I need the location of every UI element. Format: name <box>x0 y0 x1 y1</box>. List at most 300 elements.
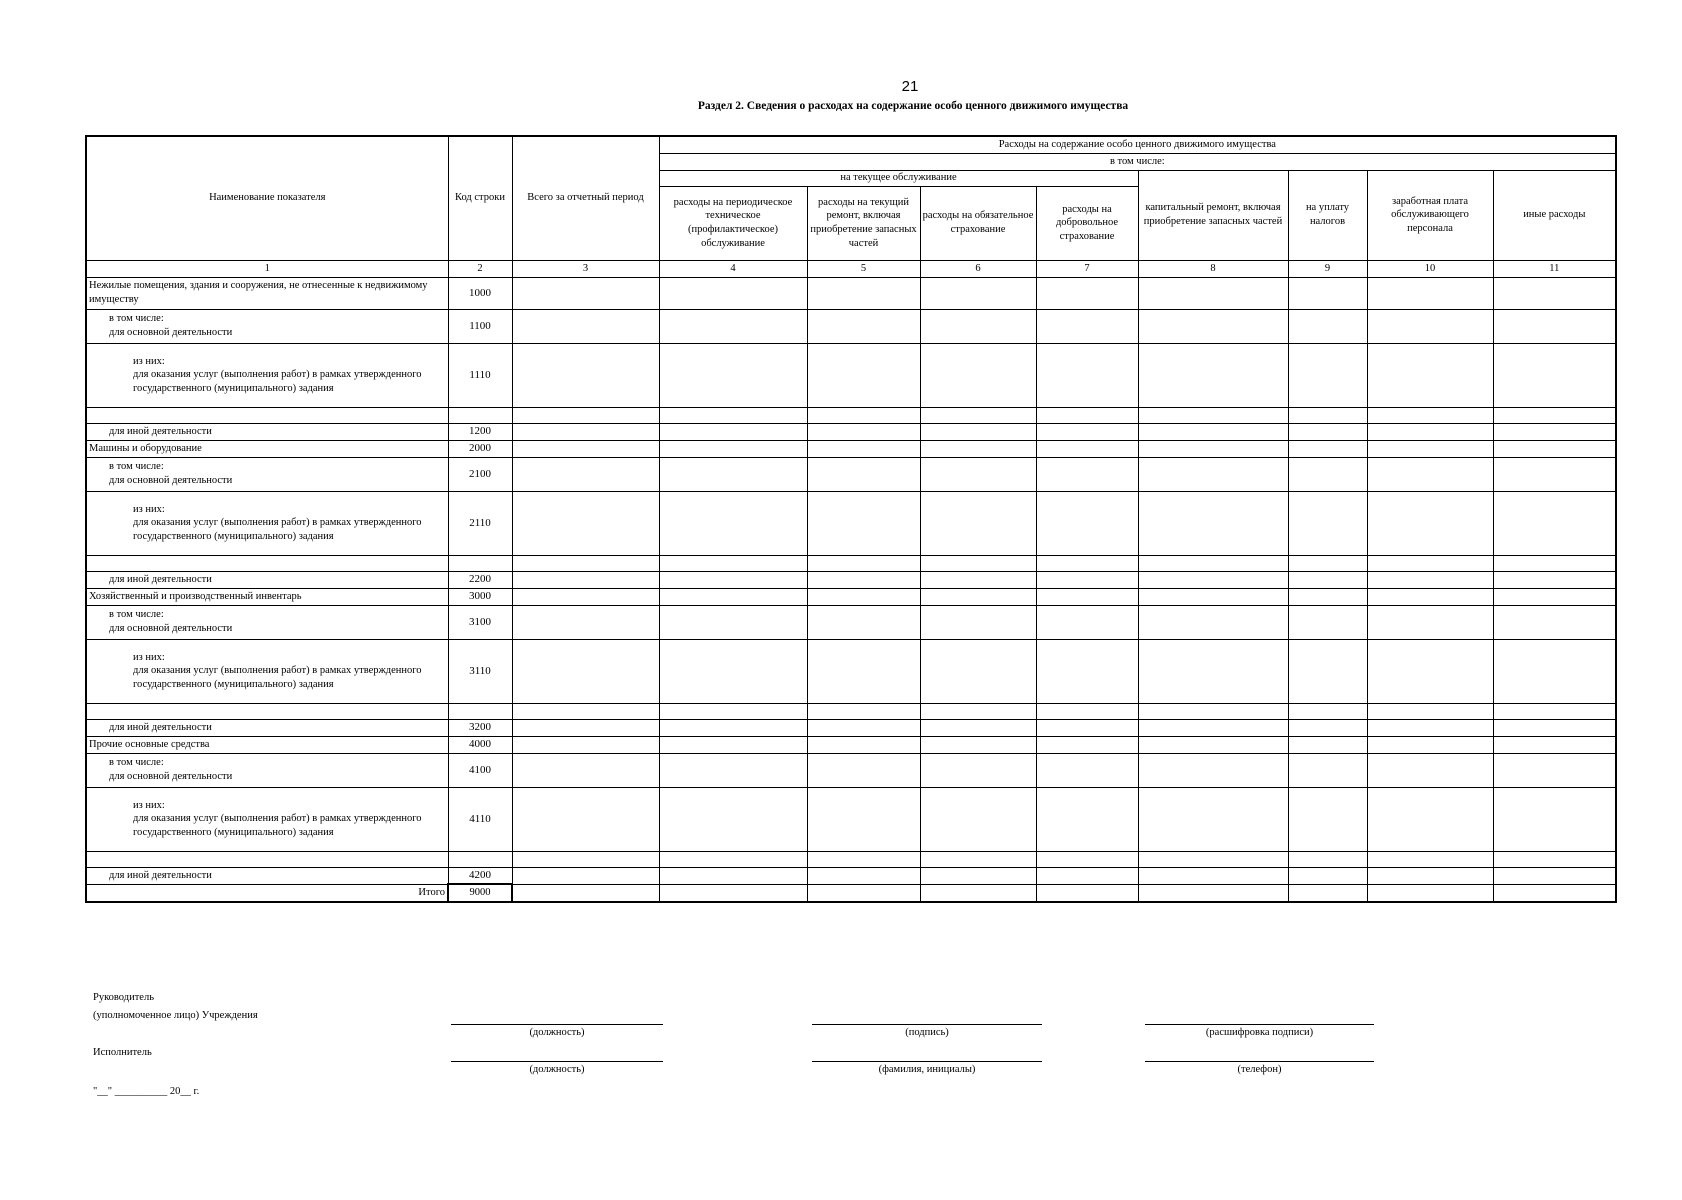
value-cell[interactable] <box>1138 639 1288 703</box>
value-cell[interactable] <box>659 588 807 605</box>
value-cell[interactable] <box>1288 571 1367 588</box>
value-cell[interactable] <box>920 867 1036 884</box>
value-cell[interactable] <box>659 457 807 491</box>
value-cell[interactable] <box>1288 423 1367 440</box>
empty-cell[interactable] <box>448 555 512 571</box>
value-cell[interactable] <box>1493 605 1616 639</box>
value-cell[interactable] <box>1288 309 1367 343</box>
value-cell[interactable] <box>659 884 807 902</box>
executor-position-caption: (должность) <box>529 1064 585 1075</box>
column-number: 9 <box>1288 260 1367 277</box>
value-cell[interactable] <box>1493 343 1616 407</box>
empty-cell[interactable] <box>86 407 448 423</box>
value-cell[interactable] <box>659 736 807 753</box>
column-number: 6 <box>920 260 1036 277</box>
row-label-prefix: из них: <box>133 799 165 811</box>
value-cell[interactable] <box>1288 736 1367 753</box>
row-code: 2200 <box>448 571 512 588</box>
value-cell[interactable] <box>1367 571 1493 588</box>
value-cell[interactable] <box>920 423 1036 440</box>
value-cell[interactable] <box>1493 884 1616 902</box>
empty-cell[interactable] <box>920 703 1036 719</box>
empty-cell[interactable] <box>1036 851 1138 867</box>
value-cell[interactable] <box>920 884 1036 902</box>
row-label-text: для основной деятельности <box>109 623 233 634</box>
value-cell[interactable] <box>659 423 807 440</box>
total-code: 9000 <box>448 884 512 902</box>
position-line <box>451 1024 663 1025</box>
empty-cell[interactable] <box>920 555 1036 571</box>
row-code: 1000 <box>448 277 512 309</box>
value-cell[interactable] <box>1493 440 1616 457</box>
row-code: 1100 <box>448 309 512 343</box>
value-cell[interactable] <box>1288 457 1367 491</box>
row-label-prefix: в том числе: <box>109 461 164 473</box>
column-number: 11 <box>1493 260 1616 277</box>
value-cell[interactable] <box>1288 277 1367 309</box>
value-cell[interactable] <box>512 571 659 588</box>
value-cell[interactable] <box>1367 277 1493 309</box>
decoding-caption: (расшифровка подписи) <box>1205 1027 1314 1038</box>
value-cell[interactable] <box>807 588 920 605</box>
row-code: 4000 <box>448 736 512 753</box>
column-number: 3 <box>512 260 659 277</box>
value-cell[interactable] <box>1036 753 1138 787</box>
value-cell[interactable] <box>659 343 807 407</box>
value-cell[interactable] <box>1367 719 1493 736</box>
total-label: Итого <box>86 884 448 902</box>
value-cell[interactable] <box>512 309 659 343</box>
value-cell[interactable] <box>512 588 659 605</box>
value-cell[interactable] <box>512 343 659 407</box>
row-label-text: для оказания услуг (выполнения работ) в рамках утвержденного государственного (муниципального) задания <box>133 665 422 690</box>
header-col-4: расходы на периодическое техническое (профилактическое) обслуживание <box>659 186 807 260</box>
value-cell[interactable] <box>1288 639 1367 703</box>
value-cell[interactable] <box>920 457 1036 491</box>
value-cell[interactable] <box>1367 736 1493 753</box>
value-cell[interactable] <box>1138 736 1288 753</box>
column-number-row <box>86 260 1616 277</box>
value-cell[interactable] <box>512 719 659 736</box>
column-number: 1 <box>86 260 448 277</box>
value-cell[interactable] <box>1367 457 1493 491</box>
row-label <box>86 343 448 407</box>
row-label: для иной деятельности <box>86 571 448 588</box>
header-col-5: расходы на текущий ремонт, включая приобретение запасных частей <box>807 186 920 260</box>
value-cell[interactable] <box>807 867 920 884</box>
value-cell[interactable] <box>1493 867 1616 884</box>
value-cell[interactable] <box>1367 639 1493 703</box>
value-cell[interactable] <box>1036 423 1138 440</box>
value-cell[interactable] <box>1036 277 1138 309</box>
row-code: 3200 <box>448 719 512 736</box>
value-cell[interactable] <box>920 571 1036 588</box>
column-number: 10 <box>1367 260 1493 277</box>
value-cell[interactable] <box>1367 588 1493 605</box>
empty-cell[interactable] <box>448 407 512 423</box>
empty-cell[interactable] <box>86 703 448 719</box>
value-cell[interactable] <box>807 571 920 588</box>
value-cell[interactable] <box>807 736 920 753</box>
row-label-prefix: из них: <box>133 503 165 515</box>
row-label: для иной деятельности <box>86 867 448 884</box>
row-code: 2000 <box>448 440 512 457</box>
value-cell[interactable] <box>659 753 807 787</box>
empty-cell[interactable] <box>512 703 659 719</box>
value-cell[interactable] <box>1288 588 1367 605</box>
row-code: 1110 <box>448 343 512 407</box>
value-cell[interactable] <box>1138 277 1288 309</box>
row-label-text: для оказания услуг (выполнения работ) в рамках утвержденного государственного (муниципального) задания <box>133 813 422 838</box>
value-cell[interactable] <box>512 639 659 703</box>
empty-cell[interactable] <box>1138 555 1288 571</box>
row-code: 3100 <box>448 605 512 639</box>
table-row <box>86 719 1616 736</box>
value-cell[interactable] <box>807 605 920 639</box>
header-group-main: Расходы на содержание особо ценного движимого имущества <box>659 136 1616 153</box>
empty-cell[interactable] <box>1138 407 1288 423</box>
column-number: 2 <box>448 260 512 277</box>
empty-cell[interactable] <box>512 555 659 571</box>
value-cell[interactable] <box>1493 277 1616 309</box>
row-label <box>86 457 448 491</box>
signature-line <box>812 1024 1042 1025</box>
value-cell[interactable] <box>659 491 807 555</box>
row-label <box>86 605 448 639</box>
executor-label: Исполнитель <box>93 1047 152 1058</box>
value-cell[interactable] <box>1036 884 1138 902</box>
empty-cell[interactable] <box>659 703 807 719</box>
value-cell[interactable] <box>1138 884 1288 902</box>
value-cell[interactable] <box>1493 588 1616 605</box>
table-row <box>86 491 1616 555</box>
value-cell[interactable] <box>1036 440 1138 457</box>
empty-cell[interactable] <box>448 703 512 719</box>
header-col-9: на уплату налогов <box>1288 170 1367 260</box>
row-label <box>86 491 448 555</box>
row-code: 4200 <box>448 867 512 884</box>
value-cell[interactable] <box>1493 571 1616 588</box>
empty-cell[interactable] <box>512 407 659 423</box>
value-cell[interactable] <box>1138 571 1288 588</box>
value-cell[interactable] <box>920 736 1036 753</box>
head-label-2: (уполномоченное лицо) Учреждения <box>93 1010 258 1021</box>
empty-cell[interactable] <box>1138 851 1288 867</box>
empty-cell[interactable] <box>1036 555 1138 571</box>
row-label: Машины и оборудование <box>86 440 448 457</box>
value-cell[interactable] <box>512 457 659 491</box>
value-cell[interactable] <box>1367 309 1493 343</box>
value-cell[interactable] <box>807 423 920 440</box>
table-row <box>86 736 1616 753</box>
value-cell[interactable] <box>1138 588 1288 605</box>
value-cell[interactable] <box>1367 867 1493 884</box>
value-cell[interactable] <box>1036 588 1138 605</box>
value-cell[interactable] <box>659 867 807 884</box>
value-cell[interactable] <box>512 423 659 440</box>
value-cell[interactable] <box>920 719 1036 736</box>
value-cell[interactable] <box>659 639 807 703</box>
value-cell[interactable] <box>1288 440 1367 457</box>
value-cell[interactable] <box>1367 787 1493 851</box>
table-row <box>86 571 1616 588</box>
row-label: Нежилые помещения, здания и сооружения, не отнесенные к недвижимому имуществу <box>86 277 448 309</box>
value-cell[interactable] <box>920 605 1036 639</box>
header-col-2: Код строки <box>448 136 512 260</box>
row-label-text: для оказания услуг (выполнения работ) в рамках утвержденного государственного (муниципального) задания <box>133 369 422 394</box>
value-cell[interactable] <box>1138 719 1288 736</box>
value-cell[interactable] <box>659 277 807 309</box>
empty-cell[interactable] <box>659 555 807 571</box>
value-cell[interactable] <box>1367 884 1493 902</box>
executor-phone-caption: (телефон) <box>1237 1064 1282 1075</box>
empty-cell[interactable] <box>807 851 920 867</box>
value-cell[interactable] <box>1493 639 1616 703</box>
value-cell[interactable] <box>1288 753 1367 787</box>
table-row <box>86 277 1616 309</box>
row-label-text: для основной деятельности <box>109 327 233 338</box>
table-row <box>86 787 1616 851</box>
value-cell[interactable] <box>1367 605 1493 639</box>
row-label <box>86 787 448 851</box>
value-cell[interactable] <box>1288 884 1367 902</box>
position-caption: (должность) <box>529 1027 585 1038</box>
value-cell[interactable] <box>1288 343 1367 407</box>
table-row <box>86 867 1616 884</box>
executor-phone-line <box>1145 1061 1374 1062</box>
date-line: "__" __________ 20__ г. <box>93 1086 200 1097</box>
header-group-current: на текущее обслуживание <box>659 170 1138 186</box>
value-cell[interactable] <box>1138 867 1288 884</box>
value-cell[interactable] <box>920 343 1036 407</box>
value-cell[interactable] <box>920 277 1036 309</box>
row-label <box>86 639 448 703</box>
value-cell[interactable] <box>920 491 1036 555</box>
value-cell[interactable] <box>1036 491 1138 555</box>
empty-cell[interactable] <box>1288 851 1367 867</box>
empty-cell[interactable] <box>659 407 807 423</box>
value-cell[interactable] <box>659 571 807 588</box>
row-label-text: для основной деятельности <box>109 475 233 486</box>
row-label-prefix: из них: <box>133 651 165 663</box>
row-code: 4110 <box>448 787 512 851</box>
value-cell[interactable] <box>807 343 920 407</box>
value-cell[interactable] <box>1493 753 1616 787</box>
empty-cell[interactable] <box>807 703 920 719</box>
value-cell[interactable] <box>1288 787 1367 851</box>
empty-cell[interactable] <box>512 851 659 867</box>
value-cell[interactable] <box>1288 605 1367 639</box>
table-row <box>86 605 1616 639</box>
value-cell[interactable] <box>1493 787 1616 851</box>
value-cell[interactable] <box>1367 343 1493 407</box>
value-cell[interactable] <box>659 309 807 343</box>
value-cell[interactable] <box>1138 423 1288 440</box>
empty-cell[interactable] <box>1036 407 1138 423</box>
value-cell[interactable] <box>807 277 920 309</box>
value-cell[interactable] <box>512 867 659 884</box>
header-col-10: заработная плата обслуживающего персонала <box>1367 170 1493 260</box>
empty-cell[interactable] <box>1138 703 1288 719</box>
value-cell[interactable] <box>1138 491 1288 555</box>
empty-cell[interactable] <box>920 851 1036 867</box>
value-cell[interactable] <box>1493 309 1616 343</box>
value-cell[interactable] <box>807 719 920 736</box>
value-cell[interactable] <box>1367 491 1493 555</box>
value-cell[interactable] <box>659 605 807 639</box>
empty-cell[interactable] <box>1367 851 1493 867</box>
empty-cell[interactable] <box>920 407 1036 423</box>
executor-position-line <box>451 1061 663 1062</box>
row-code: 1200 <box>448 423 512 440</box>
expenses-table <box>85 135 1617 903</box>
value-cell[interactable] <box>512 753 659 787</box>
column-number: 8 <box>1138 260 1288 277</box>
value-cell[interactable] <box>920 639 1036 703</box>
value-cell[interactable] <box>920 440 1036 457</box>
value-cell[interactable] <box>807 440 920 457</box>
value-cell[interactable] <box>807 639 920 703</box>
spacer-row <box>86 851 1616 867</box>
value-cell[interactable] <box>512 440 659 457</box>
value-cell[interactable] <box>512 736 659 753</box>
value-cell[interactable] <box>1367 440 1493 457</box>
row-code: 4100 <box>448 753 512 787</box>
value-cell[interactable] <box>659 719 807 736</box>
empty-cell[interactable] <box>1288 555 1367 571</box>
value-cell[interactable] <box>1493 719 1616 736</box>
value-cell[interactable] <box>1036 736 1138 753</box>
empty-cell[interactable] <box>1288 407 1367 423</box>
empty-cell[interactable] <box>1493 851 1616 867</box>
executor-name-line <box>812 1061 1042 1062</box>
spacer-row <box>86 555 1616 571</box>
column-number: 4 <box>659 260 807 277</box>
empty-cell[interactable] <box>86 555 448 571</box>
value-cell[interactable] <box>1138 787 1288 851</box>
value-cell[interactable] <box>512 787 659 851</box>
row-code: 2110 <box>448 491 512 555</box>
value-cell[interactable] <box>1493 491 1616 555</box>
value-cell[interactable] <box>1138 343 1288 407</box>
header-group-incl: в том числе: <box>659 153 1616 170</box>
value-cell[interactable] <box>512 884 659 902</box>
value-cell[interactable] <box>920 753 1036 787</box>
value-cell[interactable] <box>807 787 920 851</box>
value-cell[interactable] <box>1367 423 1493 440</box>
empty-cell[interactable] <box>86 851 448 867</box>
empty-cell[interactable] <box>1493 407 1616 423</box>
empty-cell[interactable] <box>1493 703 1616 719</box>
value-cell[interactable] <box>1493 457 1616 491</box>
empty-cell[interactable] <box>1036 703 1138 719</box>
value-cell[interactable] <box>1036 787 1138 851</box>
value-cell[interactable] <box>807 491 920 555</box>
table-row <box>86 588 1616 605</box>
row-label-prefix: из них: <box>133 355 165 367</box>
head-label-1: Руководитель <box>93 992 154 1003</box>
table-row <box>86 343 1616 407</box>
empty-cell[interactable] <box>1367 407 1493 423</box>
value-cell[interactable] <box>1036 343 1138 407</box>
signature-caption: (подпись) <box>905 1027 949 1038</box>
value-cell[interactable] <box>1288 867 1367 884</box>
empty-cell[interactable] <box>807 407 920 423</box>
value-cell[interactable] <box>1138 605 1288 639</box>
section-title: Раздел 2. Сведения о расходах на содержание особо ценного движимого имущества <box>697 100 1129 112</box>
value-cell[interactable] <box>1036 605 1138 639</box>
row-label: Прочие основные средства <box>86 736 448 753</box>
value-cell[interactable] <box>1288 719 1367 736</box>
value-cell[interactable] <box>807 309 920 343</box>
empty-cell[interactable] <box>448 851 512 867</box>
table-row <box>86 753 1616 787</box>
value-cell[interactable] <box>807 884 920 902</box>
value-cell[interactable] <box>1036 309 1138 343</box>
header-col-3: Всего за отчетный период <box>512 136 659 260</box>
header-col-1: Наименование показателя <box>86 136 448 260</box>
value-cell[interactable] <box>512 277 659 309</box>
table-row <box>86 457 1616 491</box>
row-code: 3000 <box>448 588 512 605</box>
spacer-row <box>86 407 1616 423</box>
row-label <box>86 309 448 343</box>
value-cell[interactable] <box>1367 753 1493 787</box>
value-cell[interactable] <box>1288 491 1367 555</box>
table-row <box>86 639 1616 703</box>
table-row <box>86 423 1616 440</box>
header-col-11: иные расходы <box>1493 170 1616 260</box>
value-cell[interactable] <box>1138 440 1288 457</box>
column-number: 5 <box>807 260 920 277</box>
row-label: для иной деятельности <box>86 423 448 440</box>
value-cell[interactable] <box>1493 736 1616 753</box>
value-cell[interactable] <box>1036 639 1138 703</box>
value-cell[interactable] <box>807 753 920 787</box>
value-cell[interactable] <box>1036 867 1138 884</box>
empty-cell[interactable] <box>1288 703 1367 719</box>
empty-cell[interactable] <box>807 555 920 571</box>
row-label-prefix: в том числе: <box>109 757 164 769</box>
value-cell[interactable] <box>1493 423 1616 440</box>
header-col-6: расходы на обязательное страхование <box>920 186 1036 260</box>
header-col-7: расходы на добровольное страхование <box>1036 186 1138 260</box>
value-cell[interactable] <box>659 787 807 851</box>
value-cell[interactable] <box>659 440 807 457</box>
value-cell[interactable] <box>512 605 659 639</box>
value-cell[interactable] <box>1036 571 1138 588</box>
value-cell[interactable] <box>1036 719 1138 736</box>
empty-cell[interactable] <box>659 851 807 867</box>
empty-cell[interactable] <box>1367 703 1493 719</box>
value-cell[interactable] <box>920 787 1036 851</box>
value-cell[interactable] <box>920 588 1036 605</box>
value-cell[interactable] <box>807 457 920 491</box>
empty-cell[interactable] <box>1367 555 1493 571</box>
value-cell[interactable] <box>512 491 659 555</box>
row-label: Хозяйственный и производственный инвентарь <box>86 588 448 605</box>
header-col-8: капитальный ремонт, включая приобретение запасных частей <box>1138 170 1288 260</box>
value-cell[interactable] <box>920 309 1036 343</box>
empty-cell[interactable] <box>1493 555 1616 571</box>
row-label-prefix: в том числе: <box>109 609 164 621</box>
row-label <box>86 753 448 787</box>
value-cell[interactable] <box>1138 457 1288 491</box>
value-cell[interactable] <box>1138 309 1288 343</box>
row-code: 2100 <box>448 457 512 491</box>
value-cell[interactable] <box>1036 457 1138 491</box>
value-cell[interactable] <box>1138 753 1288 787</box>
